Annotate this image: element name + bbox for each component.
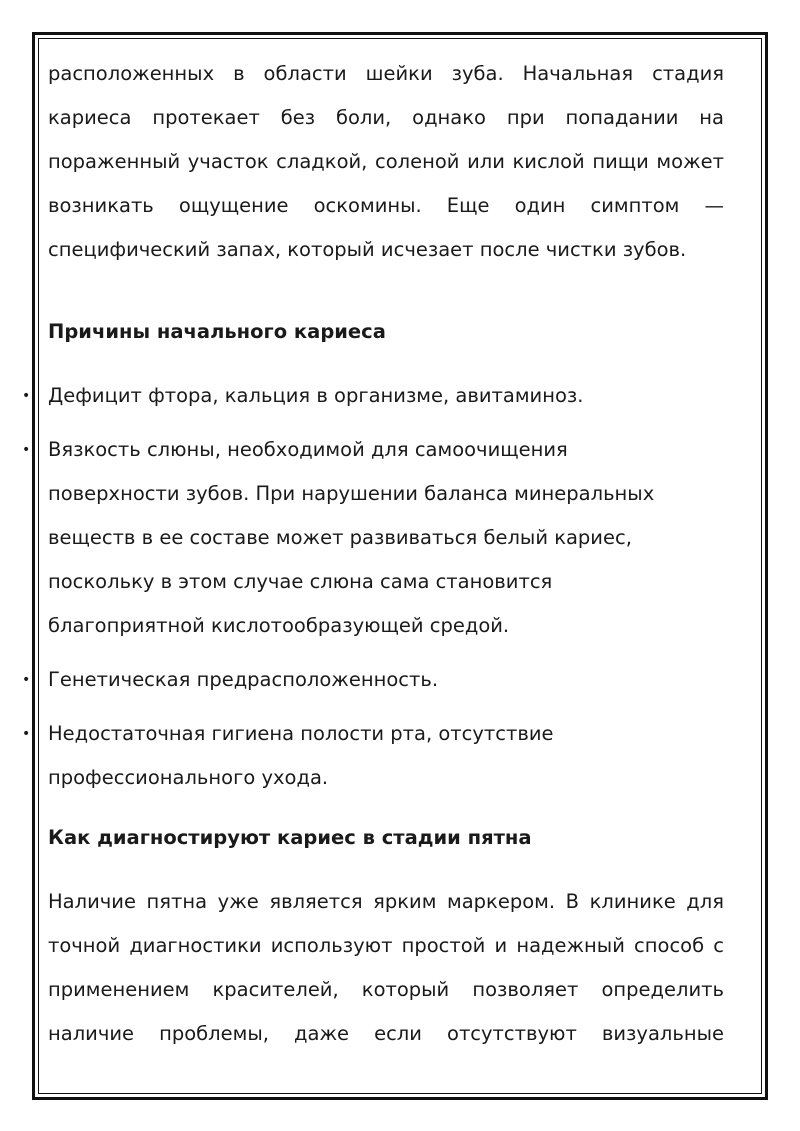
list-item-text: Генетическая предрасположенность. (48, 668, 439, 691)
causes-list (22, 374, 724, 800)
list-item (22, 658, 724, 702)
list-item-text: Вязкость слюны, необходимой для самоочищения поверхности зубов. При нарушении баланса минеральных веществ в ее составе может развиваться белый кариес, поскольку в этом случае слюна сама становится благоприятной кислотообразующей средой. (48, 438, 655, 637)
list-item (22, 374, 724, 418)
intro-paragraph: расположенных в области шейки зуба. Начальная стадия кариеса протекает без боли, однако при попадании на пораженный участок сладкой, соленой или кислой пищи может возникать ощущение оскомины. Еще один симптом — специфический запах, который исчезает после чистки зубов. (48, 62, 724, 261)
heading-causes: Причины начального кариеса (48, 320, 386, 343)
document-body (22, 52, 724, 1056)
list-item-text: Недостаточная гигиена полости рта, отсутствие профессионального ухода. (48, 722, 554, 789)
bullet-icon: • (22, 672, 31, 688)
bullet-icon: • (22, 726, 31, 742)
bullet-icon: • (22, 388, 31, 404)
list-item-text: Дефицит фтора, кальция в организме, авитаминоз. (48, 384, 584, 407)
diagnosis-paragraph: Наличие пятна уже является ярким маркером. В клинике для точной диагностики используют простой и надежный способ с применением красителей, который позволяет определить наличие проблемы, даже если отсутствуют визуальные (48, 890, 724, 1045)
heading-diagnosis: Как диагностируют кариес в стадии пятна (48, 826, 532, 849)
list-item (22, 712, 724, 800)
list-item (22, 428, 724, 648)
bullet-icon: • (22, 442, 31, 458)
